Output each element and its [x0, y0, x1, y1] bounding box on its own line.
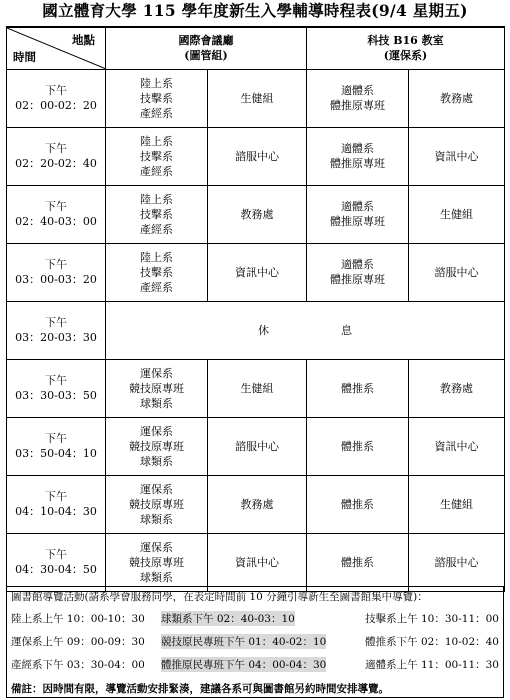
venue1-name: 國際會議廳 [178, 34, 234, 48]
dept-name: 適體系 [341, 200, 374, 213]
venue1-unit-cell [208, 359, 307, 417]
dept-name: 適體系 [341, 84, 374, 97]
dept-name: 陸上系 [140, 134, 173, 148]
dept-name: 產經系 [140, 222, 173, 236]
time-cell [7, 417, 106, 475]
unit-name: 教務處 [440, 91, 473, 105]
dept-name: 技擊系 [140, 91, 173, 105]
time-period: 下午 [45, 142, 67, 155]
unit-name: 諮服中心 [434, 265, 479, 279]
venue1-unit-cell [208, 533, 307, 591]
venue2-depts-cell [307, 417, 409, 475]
tour-item: 產經系下午 03：30-04：00 [11, 659, 145, 671]
library-note: 備註：因時間有限，導覽活動安排緊湊，建議各系可與圖書館另約時間安排導覽。 [11, 683, 389, 695]
venue1-sub: (圖管組) [184, 49, 228, 63]
dept-name: 球類系 [140, 570, 173, 584]
dept-name: 陸上系 [140, 76, 173, 90]
time-range: 04：10-04：30 [15, 505, 97, 518]
dept-name: 適體系 [341, 258, 374, 271]
dept-name: 體推原專班 [330, 99, 385, 112]
time-label: 時間 [13, 49, 36, 64]
dept-name: 運保系 [140, 366, 173, 380]
time-range: 02：40-03：00 [15, 215, 97, 228]
venue1-depts-cell [106, 185, 208, 243]
dept-name: 體推系 [341, 439, 374, 453]
venue2-depts-cell [307, 359, 409, 417]
dept-name: 產經系 [140, 164, 173, 178]
page-title: 國立體育大學 115 學年度新生入學輔導時程表(9/4 星期五) [42, 1, 468, 20]
unit-name: 生健組 [240, 91, 274, 105]
time-period: 下午 [45, 374, 67, 387]
tour-item: 運保系上午 09：00-09：30 [11, 636, 145, 648]
unit-name: 諮服中心 [235, 149, 279, 163]
venue2-depts-cell [307, 533, 409, 591]
tour-item: 技擊系上午 10：30-11：00 [365, 613, 499, 625]
venue1-header [106, 27, 307, 69]
time-period: 下午 [45, 548, 67, 561]
tour-item: 體推系下午 02：10-02：40 [365, 636, 499, 648]
venue2-unit-cell [409, 127, 505, 185]
unit-name: 資訊中心 [434, 439, 479, 453]
schedule-table [6, 26, 505, 592]
dept-name: 競技原專班 [129, 381, 184, 395]
venue2-unit-cell [409, 69, 505, 127]
time-cell [7, 359, 106, 417]
dept-name: 運保系 [140, 482, 173, 496]
tour-item: 球類系下午 02：40-03：10 [161, 613, 295, 625]
venue1-depts-cell [106, 417, 208, 475]
unit-name: 教務處 [440, 381, 473, 395]
dept-name: 競技原專班 [129, 497, 184, 511]
time-cell [7, 243, 106, 301]
dept-name: 競技原專班 [129, 555, 184, 569]
dept-name: 體推系 [341, 555, 374, 569]
unit-name: 諮服中心 [434, 555, 479, 569]
venue2-unit-cell [409, 243, 505, 301]
venue1-unit-cell [208, 69, 307, 127]
dept-name: 競技原專班 [129, 439, 184, 453]
dept-name: 運保系 [140, 540, 173, 554]
table-row [7, 127, 505, 185]
venue2-depts-cell [307, 475, 409, 533]
dept-name: 產經系 [140, 280, 173, 294]
unit-name: 資訊中心 [235, 265, 279, 279]
venue1-unit-cell [208, 127, 307, 185]
time-range: 02：00-02：20 [15, 99, 97, 112]
header-corner-cell [7, 27, 106, 69]
time-period: 下午 [45, 490, 67, 503]
unit-name: 生健組 [240, 381, 274, 395]
dept-name: 體推原專班 [330, 215, 385, 228]
venue1-depts-cell [106, 359, 208, 417]
dept-name: 技擊系 [140, 265, 173, 279]
venue2-unit-cell [409, 475, 505, 533]
table-row [7, 243, 505, 301]
break-char: 休 [258, 323, 269, 337]
break-char: 息 [341, 323, 352, 337]
unit-name: 教務處 [240, 497, 274, 511]
time-cell [7, 185, 106, 243]
table-header-row [7, 27, 505, 69]
dept-name: 球類系 [140, 512, 173, 526]
unit-name: 資訊中心 [235, 555, 279, 569]
time-range: 02：20-02：40 [15, 157, 97, 170]
venue2-unit-cell [409, 359, 505, 417]
dept-name: 體推系 [341, 497, 374, 511]
time-period: 下午 [45, 316, 67, 329]
venue1-unit-cell [208, 185, 307, 243]
time-period: 下午 [45, 432, 67, 445]
venue2-unit-cell [409, 533, 505, 591]
table-row [7, 475, 505, 533]
tour-item: 體推原民專班下午 04：00-04：30 [161, 659, 327, 671]
venue1-unit-cell [208, 417, 307, 475]
library-intro: 圖書館導覽活動(請系學會服務同學，在表定時間前 10 分鐘引導新生至圖書館集中導覽)： [11, 591, 428, 603]
time-range: 03：20-03：30 [15, 331, 97, 344]
venue2-header [307, 27, 505, 69]
time-cell [7, 301, 106, 359]
library-tour-section [6, 586, 504, 698]
venue1-depts-cell [106, 127, 208, 185]
time-range: 03：50-04：10 [15, 447, 97, 460]
unit-name: 資訊中心 [434, 149, 479, 163]
dept-name: 體推系 [341, 381, 374, 395]
break-cell [106, 301, 505, 359]
dept-name: 運保系 [140, 424, 173, 438]
venue2-depts-cell [307, 127, 409, 185]
time-cell [7, 69, 106, 127]
time-period: 下午 [45, 258, 67, 271]
time-range: 03：30-03：50 [15, 389, 97, 402]
dept-name: 球類系 [140, 454, 173, 468]
location-label: 地點 [72, 33, 95, 47]
time-range: 04：30-04：50 [15, 563, 97, 576]
dept-name: 技擊系 [140, 207, 173, 221]
unit-name: 生健組 [440, 497, 473, 511]
table-row [7, 69, 505, 127]
tour-item: 競技原民專班下午 01：40-02：10 [161, 636, 327, 648]
unit-name: 生健組 [440, 207, 473, 221]
venue1-depts-cell [106, 69, 208, 127]
venue1-depts-cell [106, 243, 208, 301]
venue2-name: 科技 B16 教室 [367, 34, 444, 48]
venue2-sub: (運保系) [383, 49, 428, 63]
dept-name: 技擊系 [140, 149, 173, 163]
time-cell [7, 533, 106, 591]
table-row [7, 533, 505, 591]
unit-name: 諮服中心 [235, 439, 279, 453]
dept-name: 產經系 [140, 106, 173, 120]
dept-name: 適體系 [341, 142, 374, 155]
venue1-depts-cell [106, 475, 208, 533]
venue2-unit-cell [409, 417, 505, 475]
tour-item: 適體系上午 11：00-11：30 [365, 659, 499, 671]
time-period: 下午 [45, 200, 67, 213]
dept-name: 球類系 [140, 396, 173, 410]
dept-name: 陸上系 [140, 192, 173, 206]
tour-item: 陸上系上午 10：00-10：30 [11, 613, 145, 625]
time-cell [7, 127, 106, 185]
time-range: 03：00-03：20 [15, 273, 97, 286]
venue2-depts-cell [307, 185, 409, 243]
dept-name: 體推原專班 [330, 273, 385, 286]
dept-name: 陸上系 [140, 250, 173, 264]
venue1-unit-cell [208, 243, 307, 301]
table-row [7, 301, 505, 359]
venue1-unit-cell [208, 475, 307, 533]
venue2-depts-cell [307, 243, 409, 301]
table-row [7, 185, 505, 243]
venue2-unit-cell [409, 185, 505, 243]
unit-name: 教務處 [240, 207, 274, 221]
table-row [7, 417, 505, 475]
venue1-depts-cell [106, 533, 208, 591]
time-period: 下午 [45, 84, 67, 97]
table-row [7, 359, 505, 417]
time-cell [7, 475, 106, 533]
venue2-depts-cell [307, 69, 409, 127]
dept-name: 體推原專班 [330, 157, 385, 170]
